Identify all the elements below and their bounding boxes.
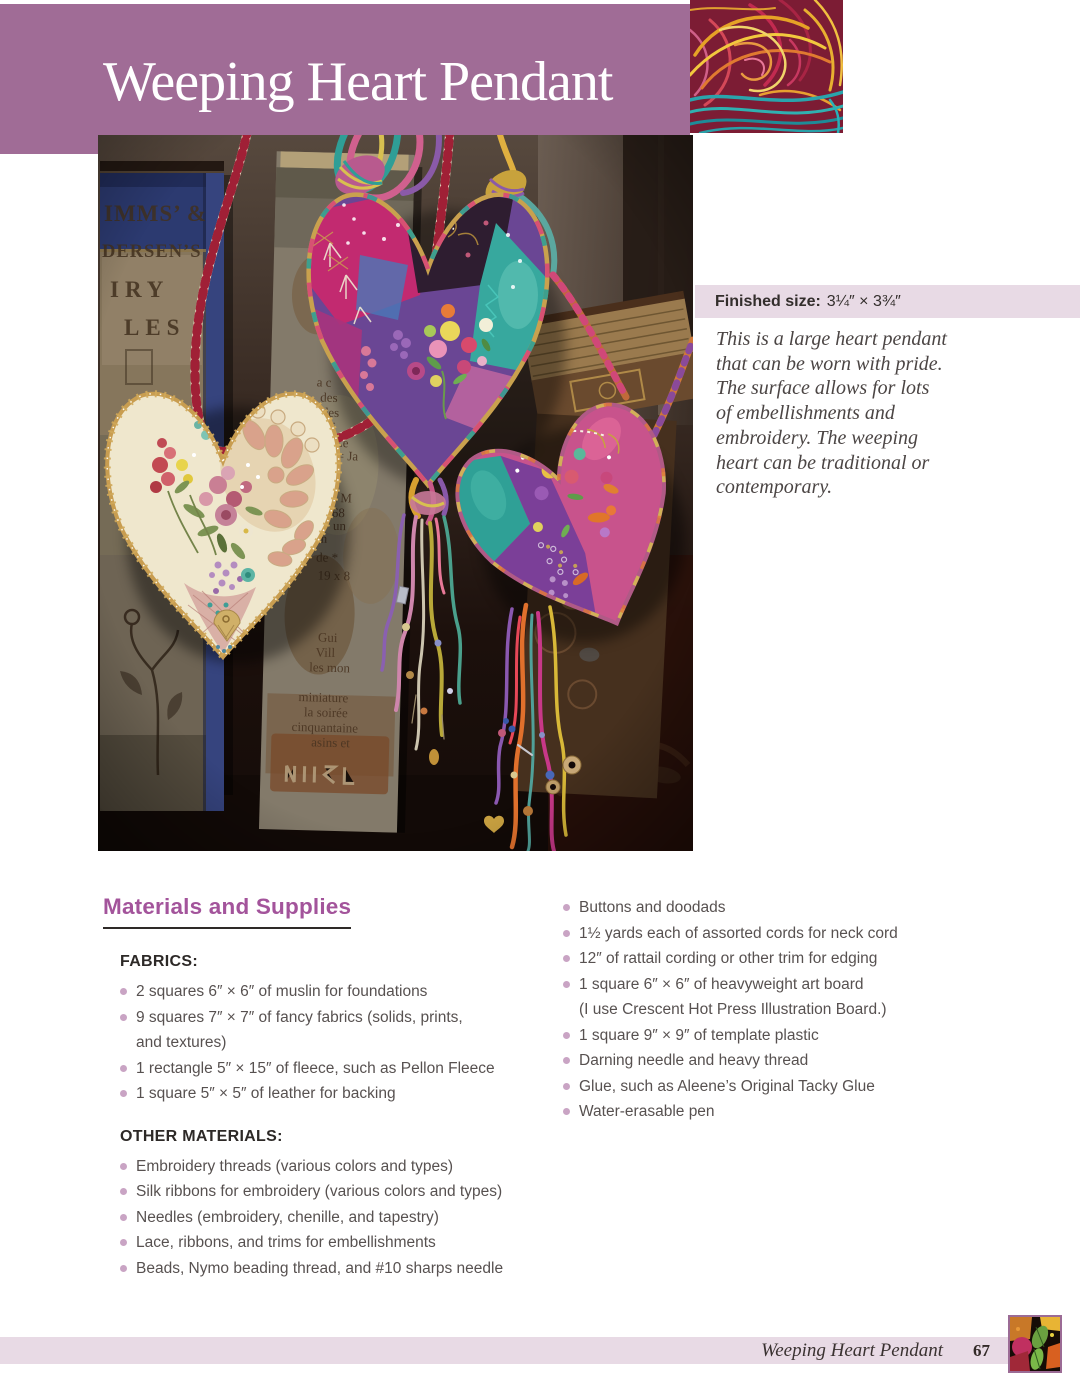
list-item: Water-erasable pen: [563, 1099, 1038, 1125]
intro-line: contemporary.: [716, 476, 833, 499]
list-item: 9 squares 7″ × 7″ of fancy fabrics (solids, prints, and textures): [120, 1005, 570, 1056]
list-item: Beads, Nymo beading thread, and #10 sharps needle: [120, 1256, 570, 1282]
bullet-icon: [563, 1083, 570, 1090]
list-item: Buttons and doodads: [563, 895, 1038, 921]
intro-line: embroidery. The weeping: [716, 426, 919, 449]
bullet-icon: [120, 988, 127, 995]
bullet-icon: [563, 930, 570, 937]
intro-line: heart can be traditional or: [716, 451, 930, 474]
footer-chapter-title: Weeping Heart Pendant: [761, 1339, 943, 1361]
list-item: 1 square 9″ × 9″ of template plastic: [563, 1023, 1038, 1049]
intro-line: of embellishments and: [716, 402, 895, 425]
page-title: Weeping Heart Pendant: [103, 51, 613, 113]
embroidery-threads-image: [690, 0, 843, 133]
list-item: Darning needle and heavy thread: [563, 1048, 1038, 1074]
bullet-icon: [563, 1057, 570, 1064]
bullet-icon: [563, 1108, 570, 1115]
finished-size-label: Finished size:: [715, 292, 821, 310]
list-item: Lace, ribbons, and trims for embellishments: [120, 1230, 570, 1256]
bullet-icon: [120, 1214, 127, 1221]
intro-paragraph: [716, 327, 996, 500]
other-materials-list: [120, 1154, 570, 1282]
materials-left-column: [120, 952, 570, 1281]
bullet-icon: [120, 1014, 127, 1021]
list-item: Glue, such as Aleene’s Original Tacky Glue: [563, 1074, 1038, 1100]
list-item: Needles (embroidery, chenille, and tapestry): [120, 1205, 570, 1231]
fabrics-list: [120, 979, 570, 1107]
list-item: 12″ of rattail cording or other trim for edging: [563, 946, 1038, 972]
list-item: 2 squares 6″ × 6″ of muslin for foundations: [120, 979, 570, 1005]
bullet-icon: [563, 1032, 570, 1039]
intro-line: The surface allows for lots: [716, 377, 930, 400]
other-materials-label: OTHER MATERIALS:: [120, 1127, 283, 1145]
fabrics-label: FABRICS:: [120, 953, 198, 970]
main-photo-heart-pendants: [98, 135, 693, 851]
title-banner: [0, 4, 690, 154]
footer-text: [761, 1337, 990, 1364]
list-item: 1½ yards each of assorted cords for neck cord: [563, 921, 1038, 947]
list-item: Embroidery threads (various colors and types): [120, 1154, 570, 1180]
bullet-icon: [120, 1090, 127, 1097]
list-item: 1 square 6″ × 6″ of heavyweight art board (I use Crescent Hot Press Illustration Board.): [563, 972, 1038, 1023]
intro-line: that can be worn with pride.: [716, 352, 943, 375]
bullet-icon: [563, 981, 570, 988]
materials-right-column: [563, 895, 1038, 1125]
bullet-icon: [563, 904, 570, 911]
finished-size-bar: [695, 285, 1080, 318]
bullet-icon: [120, 1163, 127, 1170]
bullet-icon: [120, 1065, 127, 1072]
bullet-icon: [120, 1265, 127, 1272]
list-item: Silk ribbons for embroidery (various colors and types): [120, 1179, 570, 1205]
bullet-icon: [563, 955, 570, 962]
list-item: 1 rectangle 5″ × 15″ of fleece, such as Pellon Fleece: [120, 1056, 570, 1082]
footer-fabric-collage-image: [1008, 1315, 1062, 1373]
materials-heading: Materials and Supplies: [103, 894, 351, 929]
list-item: 1 square 5″ × 5″ of leather for backing: [120, 1081, 570, 1107]
intro-line: This is a large heart pendant: [716, 328, 947, 350]
finished-size-value: 3¼″ × 3¾″: [826, 292, 901, 310]
materials-right-list: [563, 895, 1038, 1125]
page-number: 67: [973, 1340, 990, 1360]
bullet-icon: [120, 1239, 127, 1246]
bullet-icon: [120, 1188, 127, 1195]
